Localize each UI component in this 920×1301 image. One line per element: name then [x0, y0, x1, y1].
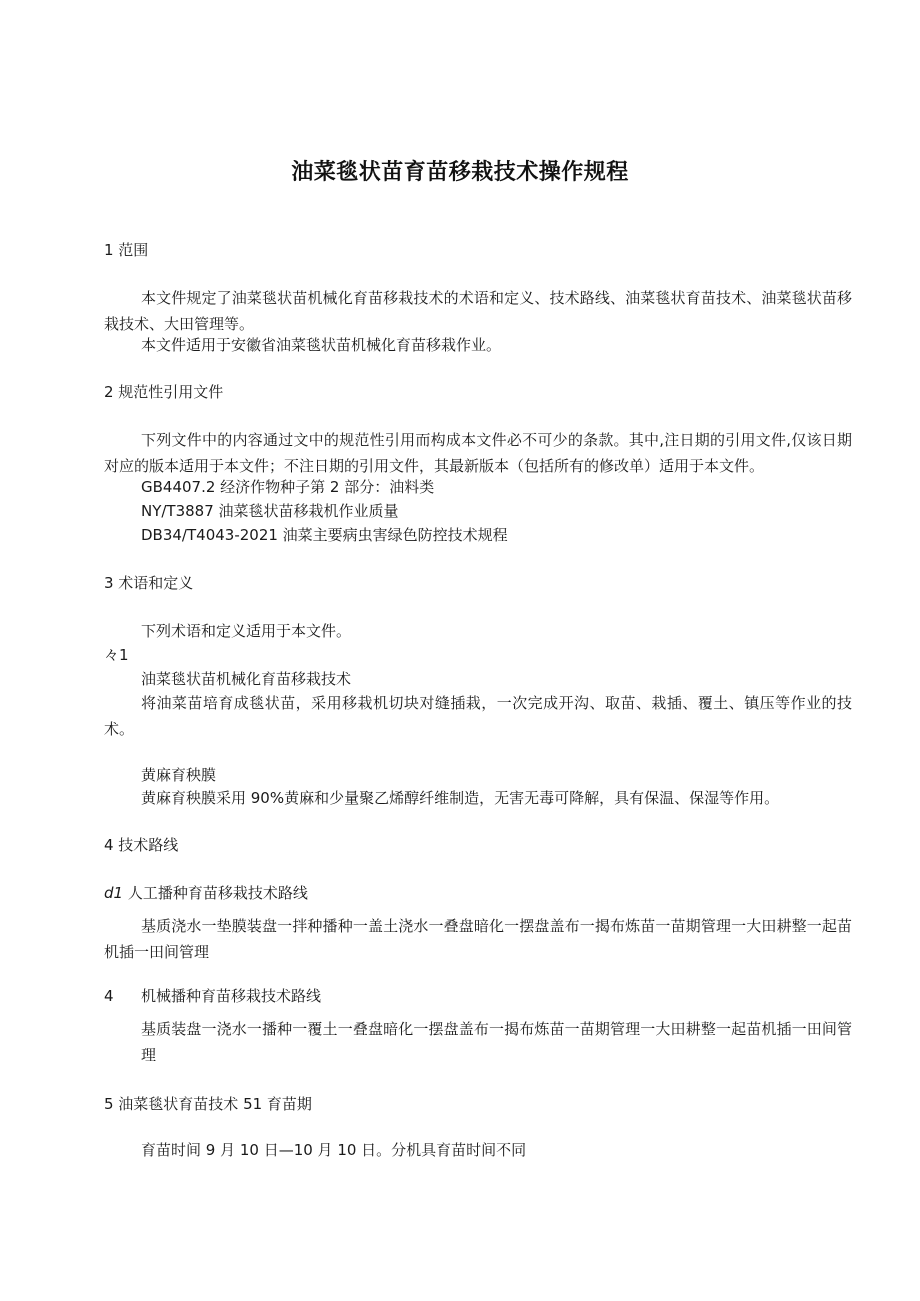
term-2-definition: 黄麻育秧膜采用 90%黄麻和少量聚乙烯醇纤维制造，无害无毒可降解，具有保温、保湿等作用。 [141, 789, 780, 807]
section-1-heading: 1 范围 [104, 241, 149, 259]
section-1-paragraph-1: 本文件规定了油菜毯状苗机械化育苗移栽技术的术语和定义、技术路线、油菜毯状育苗技术、油菜毯状苗移栽技术、大田管理等。 [104, 289, 852, 333]
section-5-heading: 5 油菜毯状育苗技术 51 育苗期 [104, 1095, 312, 1113]
reference-item: NY/T3887 油菜毯状苗移栽机作业质量 [141, 502, 399, 520]
subsection-number: d1 [104, 884, 124, 902]
section-4-heading: 4 技术路线 [104, 836, 179, 854]
term-1-definition: 将油菜苗培育成毯状苗，采用移栽机切块对缝插栽，一次完成开沟、取苗、栽插、覆土、镇压等作业的技术。 [104, 694, 852, 738]
section-3-intro: 下列术语和定义适用于本文件。 [141, 622, 352, 640]
subsection-4-2-text: 基质装盘一浇水一播种一覆土一叠盘暗化一摆盘盖布一揭布炼苗一苗期管理一大田耕整一起苗机插一田间管理 [141, 1020, 852, 1064]
section-2-heading: 2 规范性引用文件 [104, 383, 224, 401]
section-1-paragraph-2: 本文件适用于安徽省油菜毯状苗机械化育苗移栽作业。 [141, 336, 502, 354]
subsection-title: 人工播种育苗移栽技术路线 [123, 884, 308, 902]
term-2: 黄麻育秧膜 [141, 766, 217, 784]
reference-item: GB4407.2 经济作物种子第 2 部分：油料类 [141, 478, 435, 496]
section-2-paragraph-1: 下列文件中的内容通过文中的规范性引用而构成本文件必不可少的条款。其中,注日期的引用文件,仅该日期对应的版本适用于本文件；不注日期的引用文件，其最新版本（包括所有的修改单）适用于本文件。 [104, 431, 852, 475]
section-3-heading: 3 术语和定义 [104, 574, 194, 592]
subsection-4-2-title: 机械播种育苗移栽技术路线 [141, 987, 322, 1005]
reference-item: DB34/T4043-2021 油菜主要病虫害绿色防控技术规程 [141, 526, 508, 544]
document-title: 油菜毯状苗育苗移栽技术操作规程 [291, 160, 629, 185]
subsection-4-1-heading [104, 882, 308, 904]
term-marker: 々1 [104, 646, 129, 664]
subsection-4-1-text: 基质浇水一垫膜装盘一拌种播种一盖土浇水一叠盘暗化一摆盘盖布一揭布炼苗一苗期管理一大田耕整一起苗机插一田间管理 [104, 917, 852, 961]
term-1: 油菜毯状苗机械化育苗移栽技术 [141, 670, 352, 688]
section-5-paragraph-1: 育苗时间 9 月 10 日—10 月 10 日。分机具育苗时间不同 [141, 1141, 527, 1159]
subsection-4-2-number: 4 [104, 987, 114, 1005]
